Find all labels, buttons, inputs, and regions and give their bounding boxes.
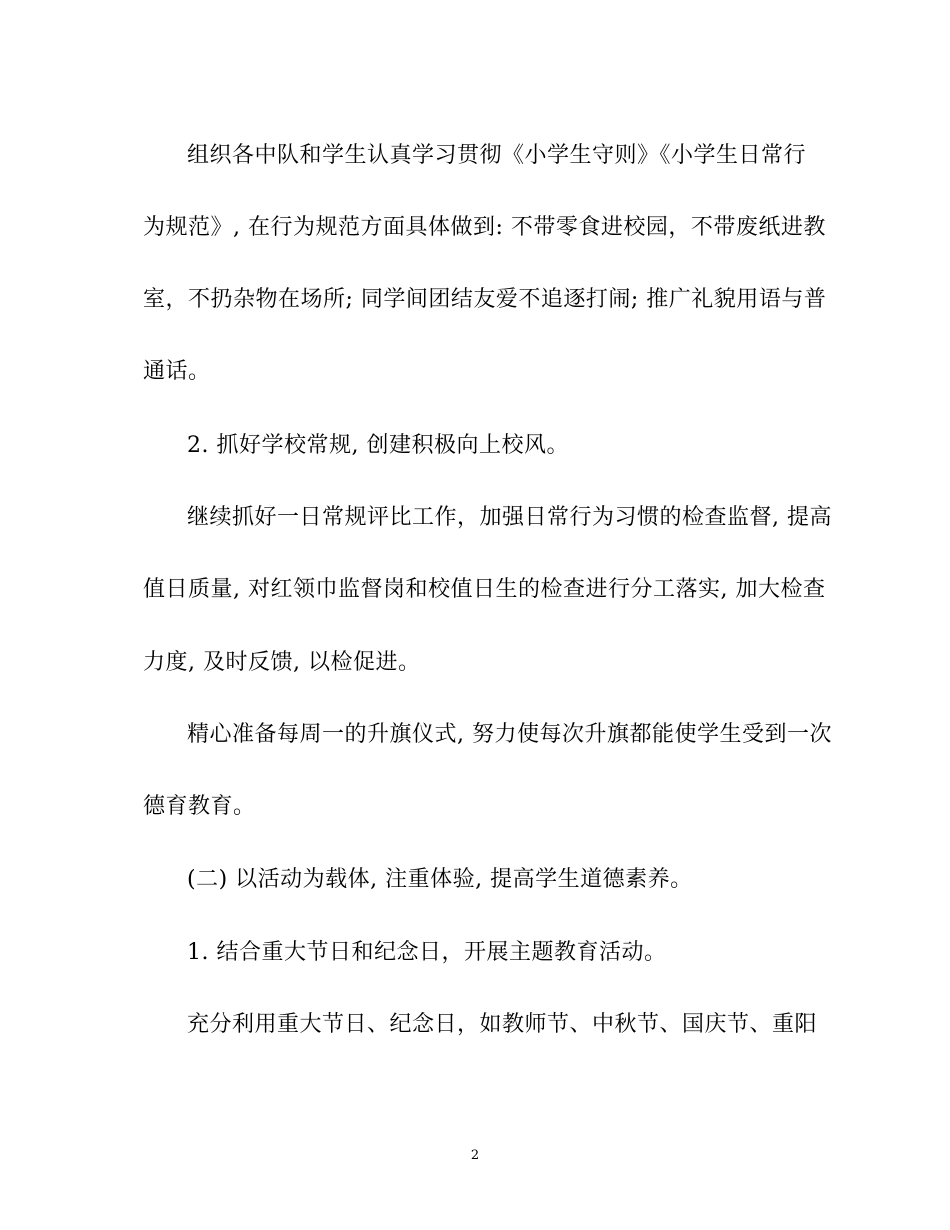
page-number: 2	[470, 1148, 480, 1163]
paragraph-line: (二) 以活动为载体, 注重体验, 提高学生道德素养。	[187, 867, 693, 892]
paragraph-line: 力度, 及时反馈, 以检促进。	[143, 650, 421, 675]
paragraph-line: 通话。	[143, 359, 211, 384]
paragraph-line: 为规范》, 在行为规范方面具体做到: 不带零食进校园，不带废纸进教	[143, 215, 826, 240]
paragraph-line: 精心准备每周一的升旗仪式, 努力使每次升旗都能使学生受到一次	[187, 722, 832, 747]
paragraph-line: 组织各中队和学生认真学习贯彻《小学生守则》《小学生日常行	[187, 143, 807, 168]
paragraph-line: 德育教育。	[143, 794, 256, 819]
paragraph-line: 继续抓好一日常规评比工作，加强日常行为习惯的检查监督, 提高	[187, 505, 832, 530]
paragraph-line: 2. 抓好学校常规, 创建积极向上校风。	[187, 433, 569, 458]
paragraph-line: 充分利用重大节日、纪念日，如教师节、中秋节、国庆节、重阳	[187, 1012, 818, 1037]
paragraph-line: 1. 结合重大节日和纪念日，开展主题教育活动。	[187, 940, 667, 965]
paragraph-line: 值日质量, 对红领巾监督岗和校值日生的检查进行分工落实, 加大检查	[143, 577, 826, 602]
paragraph-line: 室，不扔杂物在场所; 同学间团结友爱不追逐打闹; 推广礼貌用语与普	[143, 287, 827, 312]
